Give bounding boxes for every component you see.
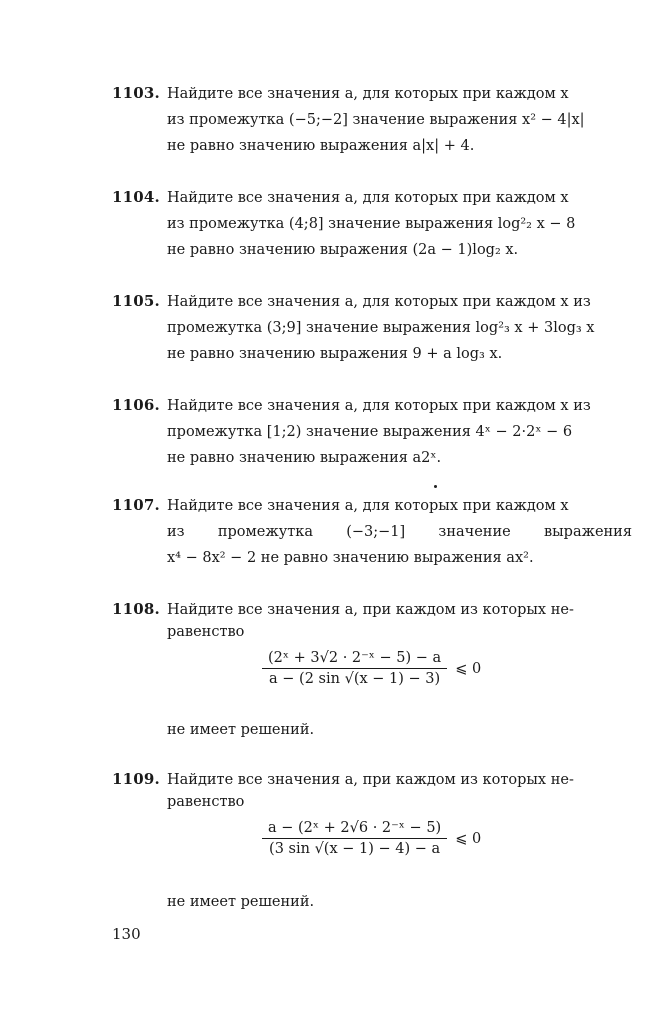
problem-text-line: равенство <box>167 794 245 810</box>
problem-text-line: промежутка (3;9] значение выражения log²₃ x + 3log₃ x <box>167 320 595 336</box>
fraction-numerator: a − (2ˣ + 2√6 · 2⁻ˣ − 5) <box>268 820 442 836</box>
problem-text-line-justified <box>167 522 632 542</box>
problem-text-line: Найдите все значения a, при каждом из которых не- <box>167 602 574 618</box>
problem-text-line: не равно значению выражения a|x| + 4. <box>167 138 475 154</box>
problem-text-line: x⁴ − 8x² − 2 не равно значению выражения ax². <box>167 550 534 566</box>
word: промежутка <box>217 524 313 540</box>
problem-text-line: из промежутка (−5;−2] значение выражения x² − 4|x| <box>167 112 585 128</box>
problem-1108 <box>112 600 632 750</box>
word: выражения <box>543 524 632 540</box>
problem-tail-line: не имеет решений. <box>167 894 315 910</box>
problem-text-line: Найдите все значения a, при каждом из которых не- <box>167 772 574 788</box>
fraction-numerator: (2ˣ + 3√2 · 2⁻ˣ − 5) − a <box>268 650 442 666</box>
problem-number: 1109. <box>112 770 160 788</box>
problem-text-line: Найдите все значения a, для которых при каждом x из <box>167 294 591 310</box>
problem-text-line: равенство <box>167 624 245 640</box>
problem-number: 1104. <box>112 188 160 206</box>
problem-number: 1107. <box>112 496 160 514</box>
problem-text-line: Найдите все значения a, для которых при каждом x <box>167 86 569 102</box>
fraction-denominator: (3 sin √(x − 1) − 4) − a <box>269 841 441 857</box>
problem-text-line: промежутка [1;2) значение выражения 4ˣ − 2·2ˣ − 6 <box>167 424 573 440</box>
problem-number: 1105. <box>112 292 160 310</box>
word: из <box>167 524 185 540</box>
inequality-fraction <box>262 818 481 859</box>
problem-text-line: не равно значению выражения 9 + a log₃ x. <box>167 346 503 362</box>
inequality-relation: ⩽ 0 <box>455 660 482 677</box>
problem-number: 1106. <box>112 396 160 414</box>
problem-text-line: Найдите все значения a, для которых при каждом x <box>167 498 569 514</box>
word: (−3;−1] <box>346 524 406 540</box>
problem-text-line: не равно значению выражения (2a − 1)log₂ x. <box>167 242 519 258</box>
problem-number: 1108. <box>112 600 160 618</box>
problem-tail-line: не имеет решений. <box>167 722 315 738</box>
fraction-denominator: a − (2 sin √(x − 1) − 3) <box>269 671 441 687</box>
problem-text-line: Найдите все значения a, для которых при каждом x из <box>167 398 591 414</box>
print-speck <box>434 485 437 488</box>
problem-1109 <box>112 770 632 920</box>
inequality-relation: ⩽ 0 <box>455 830 482 847</box>
problem-text-line: Найдите все значения a, для которых при каждом x <box>167 190 569 206</box>
page-number: 130 <box>112 925 141 943</box>
problem-number: 1103. <box>112 84 160 102</box>
word: значение <box>438 524 511 540</box>
problem-text-line: из промежутка (4;8] значение выражения log²₂ x − 8 <box>167 216 576 232</box>
problem-text-line: не равно значению выражения a2ˣ. <box>167 450 442 466</box>
inequality-fraction <box>262 648 481 689</box>
